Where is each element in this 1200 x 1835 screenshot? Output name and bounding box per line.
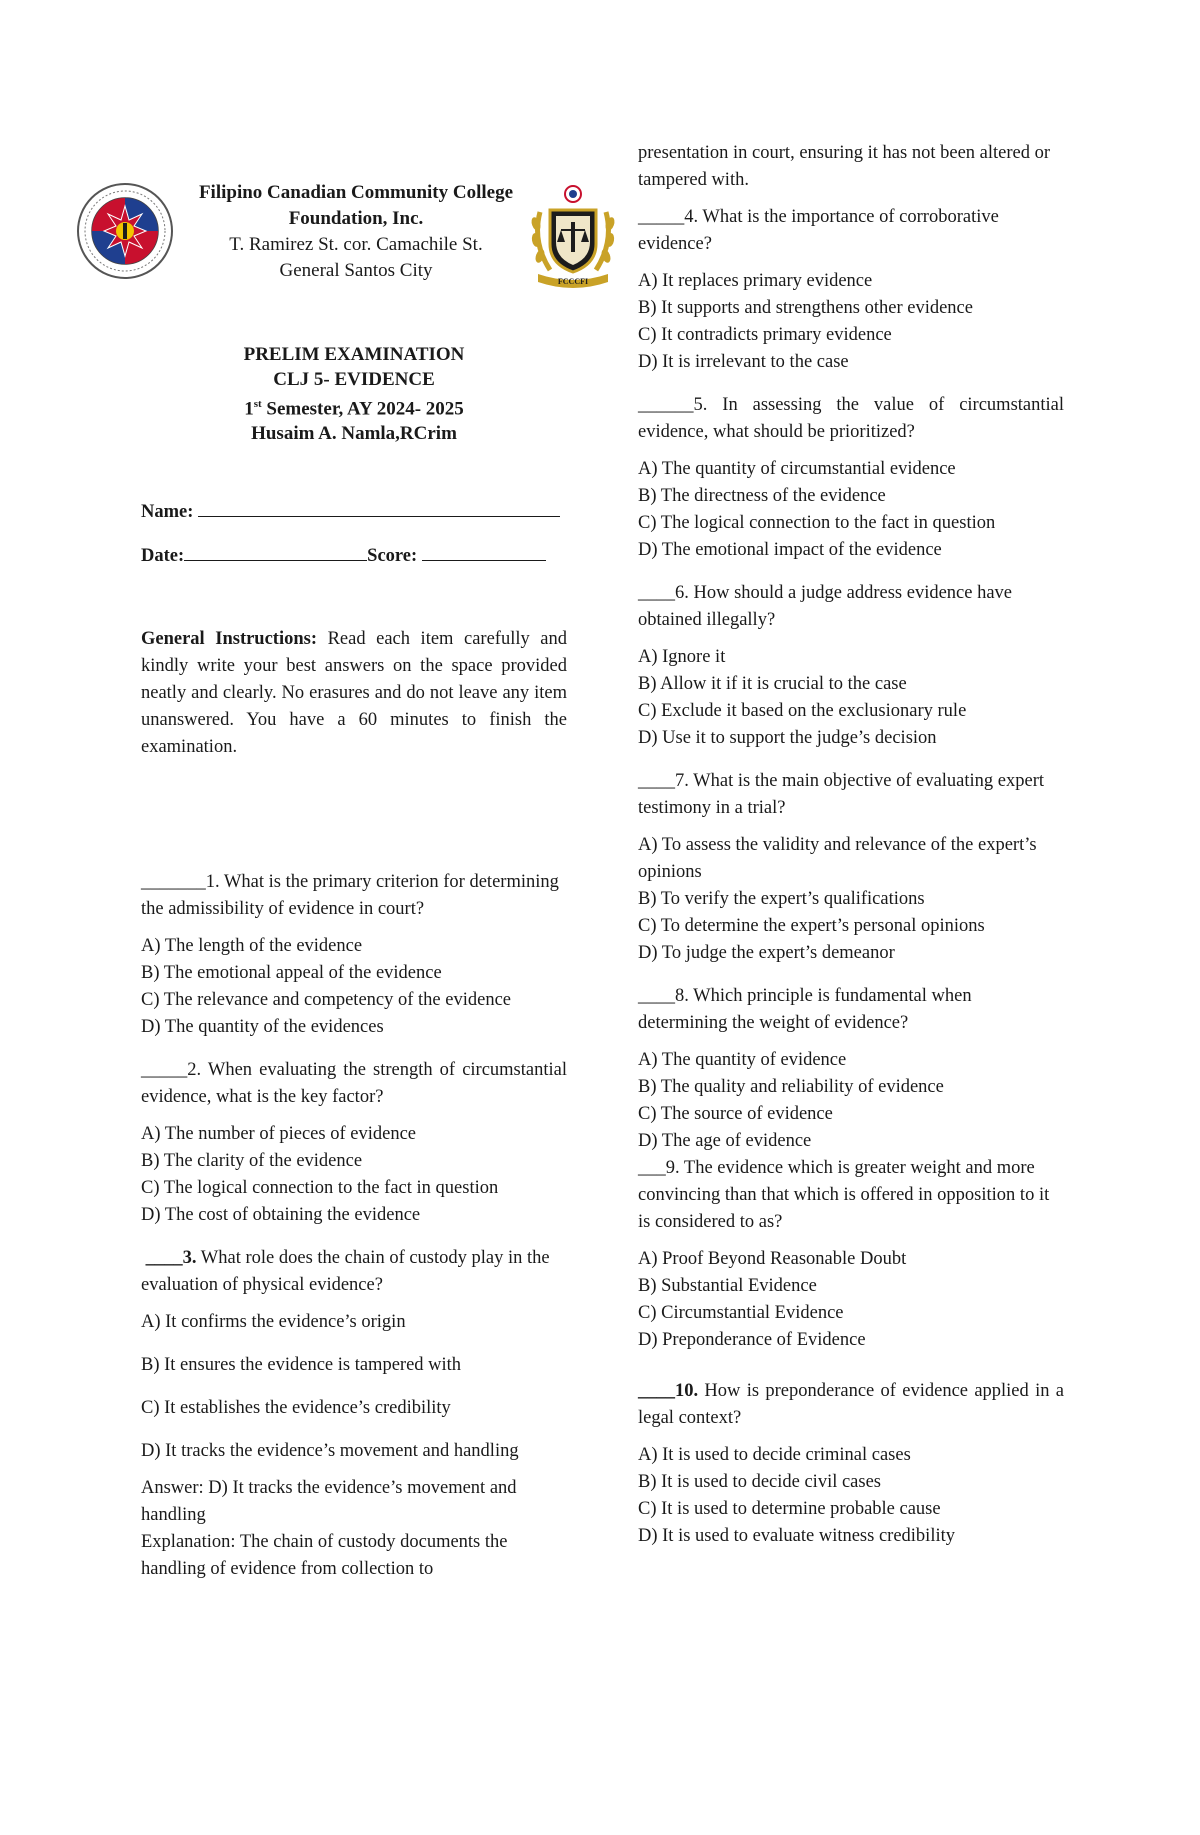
logo-text: FCCCFI [557, 277, 589, 286]
question-8-option-a: A) The quantity of evidence [638, 1050, 847, 1070]
question-9-option-d: D) Preponderance of Evidence [638, 1330, 866, 1350]
answer-blank[interactable]: ____ [145, 1248, 183, 1269]
question-7-option-d: D) To judge the expert’s demeanor [638, 943, 895, 963]
instructions-label: General Instructions: [141, 629, 318, 650]
question-6-option-d: D) Use it to support the judge’s decision [638, 728, 937, 748]
question-3-explanation: Explanation: The chain of custody documents the handling of evidence from collection to [141, 1532, 508, 1580]
left-column [141, 180, 567, 1583]
exam-header [141, 342, 567, 446]
question-5-option-a: A) The quantity of circumstantial evidence [638, 459, 956, 479]
question-6-stem: ____6. How should a judge address evidence have obtained illegally? [638, 583, 1013, 630]
question-4-stem: _____4. What is the importance of corroborative evidence? [638, 207, 999, 254]
question-1-stem: _______1. What is the primary criterion for determining the admissibility of evidence in court? [141, 872, 559, 920]
question-3-explanation-continued: presentation in court, ensuring it has not been altered or tampered with. [638, 143, 1051, 190]
question-10 [638, 1378, 1064, 1550]
answer-blank[interactable]: ____ [638, 583, 675, 603]
question-7-option-b: B) To verify the expert’s qualifications [638, 889, 925, 909]
institution-name-line2: Foundation, Inc. [288, 208, 424, 229]
question-8-stem: ____8. Which principle is fundamental when determining the weight of evidence? [638, 986, 972, 1033]
question-3-option-b: B) It ensures the evidence is tampered with [141, 1355, 462, 1376]
question-9 [638, 1155, 1064, 1354]
question-10-option-c: C) It is used to determine probable cause [638, 1499, 941, 1519]
question-7-option-a: A) To assess the validity and relevance of the expert’s opinions [638, 835, 1037, 882]
question-2-option-c: C) The logical connection to the fact in question [141, 1178, 499, 1199]
question-4-option-b: B) It supports and strengthens other evidence [638, 298, 973, 318]
question-2-option-a: A) The number of pieces of evidence [141, 1124, 416, 1145]
question-9-option-c: C) Circumstantial Evidence [638, 1303, 844, 1323]
question-4-option-a: A) It replaces primary evidence [638, 271, 873, 291]
question-3 [141, 1245, 567, 1583]
answer-blank[interactable]: ____ [638, 771, 675, 791]
question-5-option-d: D) The emotional impact of the evidence [638, 540, 942, 560]
question-8-option-b: B) The quality and reliability of evidence [638, 1077, 944, 1097]
question-8-option-d: D) The age of evidence [638, 1131, 812, 1151]
question-1 [141, 869, 567, 1041]
question-5 [638, 392, 1064, 564]
date-label: Date: [141, 546, 185, 567]
question-4-option-d: D) It is irrelevant to the case [638, 352, 849, 372]
exam-title: PRELIM EXAMINATION [243, 344, 465, 365]
instructions-text: Read each item carefully and kindly write your best answers on the space provided neatly and clearly. No erasures and do not leave any item unanswered. You have a 60 minutes to finish the examination. [141, 629, 567, 758]
question-7 [638, 768, 1064, 967]
question-3-option-a: A) It confirms the evidence’s origin [141, 1312, 406, 1333]
question-5-option-b: B) The directness of the evidence [638, 486, 886, 506]
name-label: Name: [141, 502, 194, 523]
answer-blank[interactable]: _______ [141, 872, 206, 893]
question-3-option-c: C) It establishes the evidence’s credibility [141, 1398, 451, 1419]
question-7-option-c: C) To determine the expert’s personal opinions [638, 916, 985, 936]
question-2-stem: _____2. When evaluating the strength of circumstantial evidence, what is the key factor? [141, 1060, 567, 1108]
question-1-option-b: B) The emotional appeal of the evidence [141, 963, 442, 984]
question-10-stem: ____10. How is preponderance of evidence applied in a legal context? [638, 1381, 1064, 1428]
question-9-stem: ___9. The evidence which is greater weight and more convincing than that which is offered in opposition to it is considered to as? [638, 1158, 1050, 1232]
question-3-answer: Answer: D) It tracks the evidence’s movement and handling [141, 1478, 517, 1526]
question-4-option-c: C) It contradicts primary evidence [638, 325, 892, 345]
exam-semester: 1st Semester, AY 2024- 2025 [244, 398, 464, 420]
address-line1: T. Ramirez St. cor. Camachile St. [229, 234, 483, 255]
score-blank[interactable] [422, 542, 546, 561]
answer-blank[interactable]: ______ [638, 395, 694, 415]
question-6-option-a: A) Ignore it [638, 647, 726, 667]
question-9-option-b: B) Substantial Evidence [638, 1276, 817, 1296]
score-label: Score: [367, 546, 418, 567]
question-10-option-a: A) It is used to decide criminal cases [638, 1445, 911, 1465]
question-5-stem: ______5. In assessing the value of circumstantial evidence, what should be prioritized? [638, 395, 1064, 442]
institution-name-line1: Filipino Canadian Community College [198, 182, 514, 203]
answer-blank[interactable]: ____ [638, 986, 675, 1006]
question-1-option-a: A) The length of the evidence [141, 936, 363, 957]
answer-blank[interactable]: ____ [638, 1381, 675, 1401]
date-blank[interactable] [184, 542, 367, 561]
question-1-option-c: C) The relevance and competency of the evidence [141, 990, 511, 1011]
question-7-stem: ____7. What is the main objective of evaluating expert testimony in a trial? [638, 771, 1045, 818]
question-8 [638, 983, 1064, 1155]
question-10-option-b: B) It is used to decide civil cases [638, 1472, 882, 1492]
name-field-row [141, 498, 567, 526]
question-3-option-d: D) It tracks the evidence’s movement and handling [141, 1441, 519, 1462]
institution-header [141, 180, 567, 284]
address-line2: General Santos City [279, 260, 433, 281]
question-2 [141, 1057, 567, 1229]
general-instructions [141, 626, 567, 761]
right-column [638, 140, 1064, 1550]
question-9-option-a: A) Proof Beyond Reasonable Doubt [638, 1249, 907, 1269]
answer-blank[interactable]: _____ [638, 207, 685, 227]
question-1-option-d: D) The quantity of the evidences [141, 1017, 384, 1038]
question-6 [638, 580, 1064, 752]
question-2-option-d: D) The cost of obtaining the evidence [141, 1205, 421, 1226]
answer-blank[interactable]: _____ [141, 1060, 188, 1081]
exam-course: CLJ 5- EVIDENCE [273, 369, 435, 390]
answer-blank[interactable]: ___ [638, 1158, 666, 1178]
question-4 [638, 204, 1064, 376]
question-8-option-c: C) The source of evidence [638, 1104, 833, 1124]
question-3-stem: ____3. What role does the chain of custody play in the evaluation of physical evidence? [141, 1248, 550, 1296]
question-10-option-d: D) It is used to evaluate witness credibility [638, 1526, 955, 1546]
name-blank[interactable] [198, 498, 560, 517]
question-5-option-c: C) The logical connection to the fact in question [638, 513, 996, 533]
exam-instructor: Husaim A. Namla,RCrim [251, 423, 457, 445]
question-6-option-c: C) Exclude it based on the exclusionary rule [638, 701, 967, 721]
question-6-option-b: B) Allow it if it is crucial to the case [638, 674, 907, 694]
date-score-row [141, 542, 567, 570]
question-2-option-b: B) The clarity of the evidence [141, 1151, 363, 1172]
